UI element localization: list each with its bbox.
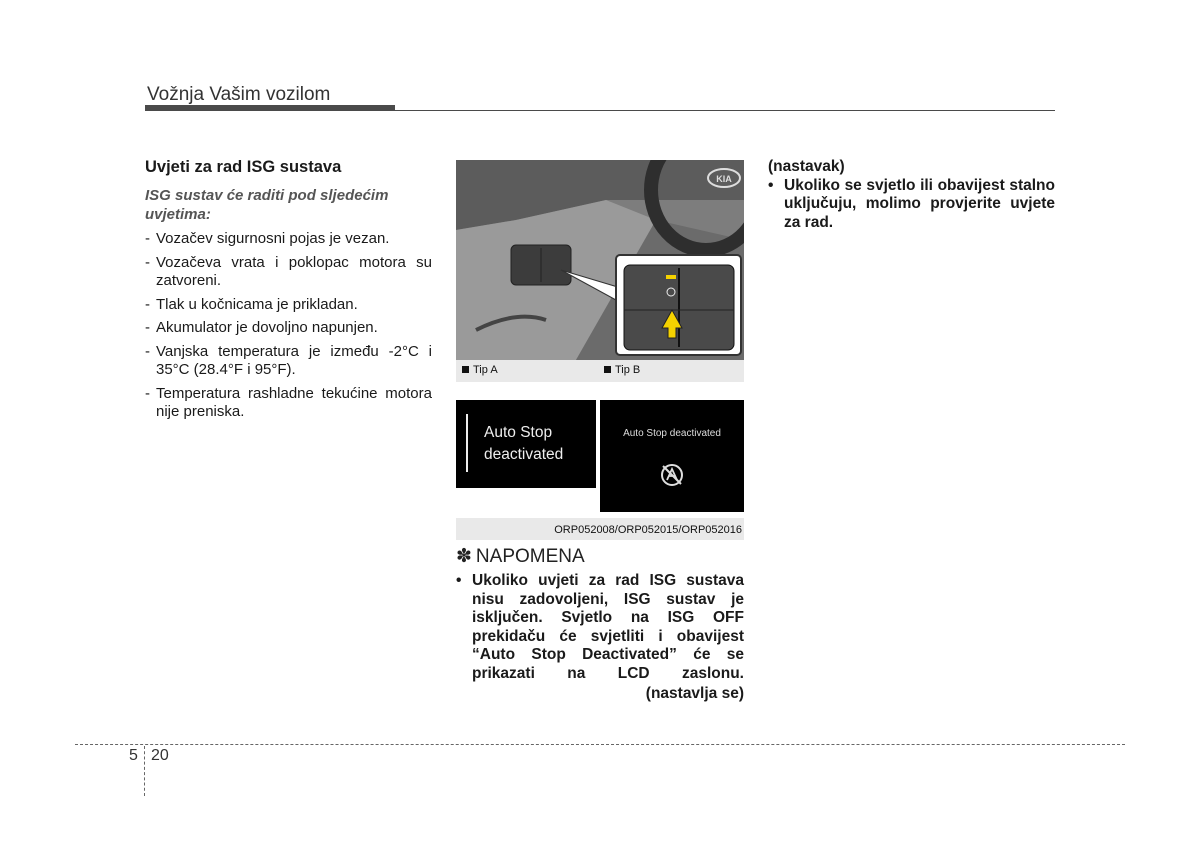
list-item: - Vozačeva vrata i poklopac motora su zatvoreni. — [145, 253, 432, 289]
kia-logo: KIA — [716, 174, 732, 184]
section-number: 5 — [129, 747, 138, 764]
note-heading: ✽ NAPOMENA — [456, 546, 585, 567]
note-continued: (nastavlja se) — [645, 685, 744, 702]
auto-stop-off-icon — [657, 460, 687, 490]
list-item: - Akumulator je dovoljno napunjen. — [145, 319, 378, 336]
section-subheading: ISG sustav će raditi pod sljedećim uvjetima: — [145, 187, 389, 223]
note-box — [456, 545, 744, 703]
note-star-icon: ✽ — [456, 546, 472, 567]
list-item: - Tlak u kočnicama je prikladan. — [145, 295, 358, 313]
right-column — [768, 158, 1055, 232]
tip-a-label: Tip A — [462, 364, 498, 376]
figure — [456, 160, 744, 542]
page-number: 20 — [151, 747, 169, 764]
list-item: - Vozačev sigurnosni pojas je vezan. — [145, 230, 390, 247]
screen-a-message: Auto Stop deactivated — [484, 424, 564, 463]
lcd-screen-tip-a — [456, 382, 596, 512]
right-body: • Ukoliko se svjetlo ili obavijest stalno uključuju, molimo provjerite uvjete za rad. — [768, 176, 1055, 231]
dashboard-illustration — [456, 160, 744, 360]
header-rule — [145, 110, 1055, 111]
section-heading: Uvjeti za rad ISG sustava — [145, 158, 342, 176]
screen-b-message: Auto Stop deactivated — [623, 428, 721, 439]
conditions-list — [145, 230, 432, 422]
dashboard-photo — [456, 160, 744, 360]
header-title: Vožnja Vašim vozilom — [147, 84, 331, 105]
continued-label: (nastavak) — [768, 158, 845, 175]
list-item: - Temperatura rashladne tekućine motora nije preniska. — [145, 384, 432, 420]
tip-labels — [456, 360, 744, 382]
footer-vertical-divider — [144, 746, 145, 796]
footer-divider — [75, 744, 1125, 745]
note-body: • Ukoliko uvjeti za rad ISG sustava nisu zadovoljeni, ISG sustav je isključen. Svjetlo na ISG OFF prekidaču će svjetliti i obavijest “Auto Stop Deactivated” će se prikazati na LCD zaslonu. — [456, 572, 744, 682]
figure-caption: ORP052008/ORP052015/ORP052016 — [456, 518, 744, 540]
lcd-screen-tip-b — [600, 382, 744, 512]
list-item: - Vanjska temperatura je između -2°C i 35°C (28.4°F i 95°F). — [145, 342, 432, 378]
left-column — [145, 158, 432, 427]
tip-b-label: Tip B — [604, 364, 640, 376]
